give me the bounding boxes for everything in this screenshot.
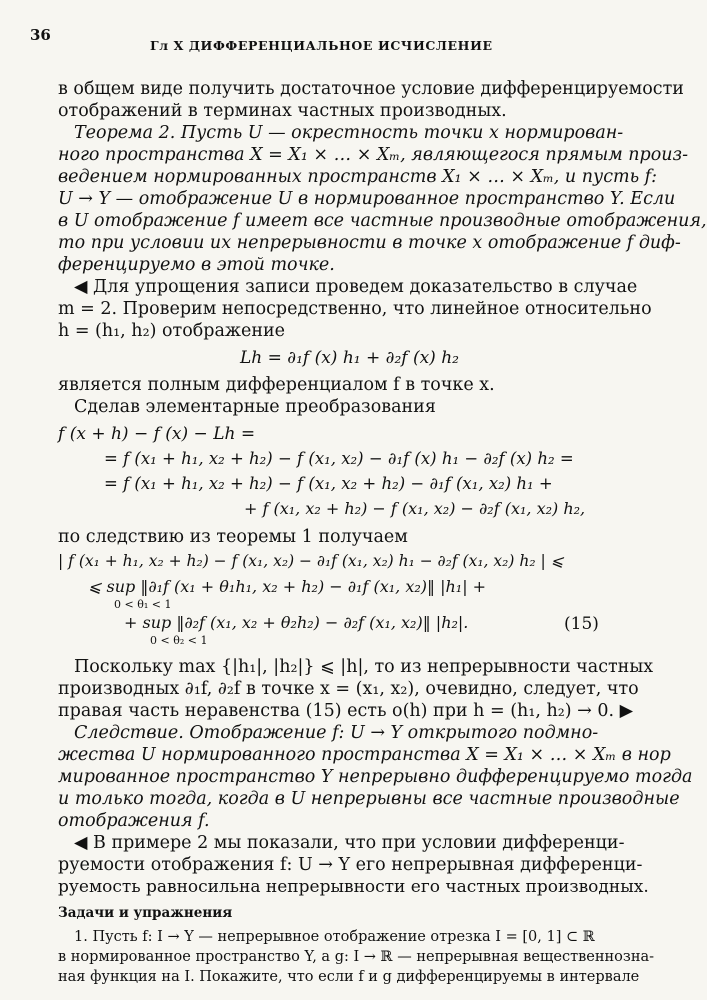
sup-subscript-1: 0 < θ₁ < 1 [114,598,172,611]
inequality-line-2: ⩽ sup ‖∂₁f (x₁ + θ₁h₁, x₂ + h₂) − ∂₁f (x₁, x₂)‖ |h₁| + [88,577,487,596]
formula-transform-4: + f (x₁, x₂ + h₂) − f (x₁, x₂) − ∂₂f (x₁, x₂) h₂, [244,499,586,518]
proof-line: ◀ Для упрощения записи проведем доказательство в случае [74,277,638,297]
formula-transform-1: f (x + h) − f (x) − Lh = [58,424,256,444]
formula-transform-3: = f (x₁ + h₁, x₂ + h₂) − f (x₁, x₂ + h₂) − ∂₁f (x₁, x₂) h₁ + [104,474,553,493]
formula-lh: Lh = ∂₁f (x) h₁ + ∂₂f (x) h₂ [240,348,459,368]
proof-line: руемость равносильна непрерывности его частных производных. [58,877,649,897]
corollary-line: отображения f. [58,811,210,831]
page-number: 36 [30,26,51,44]
text-line: Сделав элементарные преобразования [74,397,436,417]
corollary-line: мированное пространство Y непрерывно дифференцируемо тогда [58,767,693,787]
text-line: является полным дифференциалом f в точке x. [58,375,495,395]
theorem-line: в U отображение f имеет все частные производные отображения, [58,211,707,231]
text-line: производных ∂₁f, ∂₂f в точке x = (x₁, x₂), очевидно, следует, что [58,679,639,699]
proof-line: руемости отображения f: U → Y его непрерывная дифференци- [58,855,643,875]
theorem-line: ного пространства X = X₁ × … × Xₘ, являющегося прямым произ- [58,145,689,165]
theorem-line: ференцируемо в этой точке. [58,255,335,275]
text-line: отображений в терминах частных производных. [58,101,507,121]
running-header: Гл X ДИФФЕРЕНЦИАЛЬНОЕ ИСЧИСЛЕНИЕ [150,38,493,53]
formula-transform-2: = f (x₁ + h₁, x₂ + h₂) − f (x₁, x₂) − ∂₁f (x) h₁ − ∂₂f (x) h₂ = [104,449,574,468]
section-title: Задачи и упражнения [58,905,233,921]
text-line: правая часть неравенства (15) есть o(h) при h = (h₁, h₂) → 0. ▶ [58,701,634,721]
theorem-line: то при условии их непрерывности в точке x отображение f диф- [58,233,681,253]
exercise-line: 1. Пусть f: I → Y — непрерывное отображение отрезка I = [0, 1] ⊂ ℝ [74,929,595,945]
text-line: Поскольку max {|h₁|, |h₂|} ⩽ |h|, то из непрерывности частных [74,657,654,677]
theorem-line: Теорема 2. Пусть U — окрестность точки x нормирован- [74,123,624,143]
proof-line: ◀ В примере 2 мы показали, что при условии дифференци- [74,833,625,853]
text-line: в общем виде получить достаточное условие дифференцируемости [58,79,684,99]
equation-number: (15) [564,614,599,634]
text-line: по следствию из теоремы 1 получаем [58,527,408,547]
inequality-line-1: | f (x₁ + h₁, x₂ + h₂) − f (x₁, x₂) − ∂₁f (x₁, x₂) h₁ − ∂₂f (x₁, x₂) h₂ | ⩽ [58,552,564,570]
exercise-line: в нормированное пространство Y, а g: I → ℝ — непрерывная вещественнозна- [58,949,655,965]
proof-line: h = (h₁, h₂) отображение [58,321,286,341]
proof-line: m = 2. Проверим непосредственно, что линейное относительно [58,299,652,319]
corollary-line: и только тогда, когда в U непрерывны все частные производные [58,789,680,809]
corollary-line: жества U нормированного пространства X = X₁ × … × Xₘ в нор [58,745,671,765]
sup-subscript-2: 0 < θ₂ < 1 [150,634,208,647]
corollary-line: Следствие. Отображение f: U → Y открытого подмно- [74,723,599,743]
theorem-line: ведением нормированных пространств X₁ × … × Xₘ, и пусть f: [58,167,658,187]
inequality-line-3: + sup ‖∂₂f (x₁, x₂ + θ₂h₂) − ∂₂f (x₁, x₂)‖ |h₂|. [124,613,469,632]
theorem-line: U → Y — отображение U в нормированное пространство Y. Если [58,189,676,209]
exercise-line: ная функция на I. Покажите, что если f и g дифференцируемы в интервале [58,969,640,985]
